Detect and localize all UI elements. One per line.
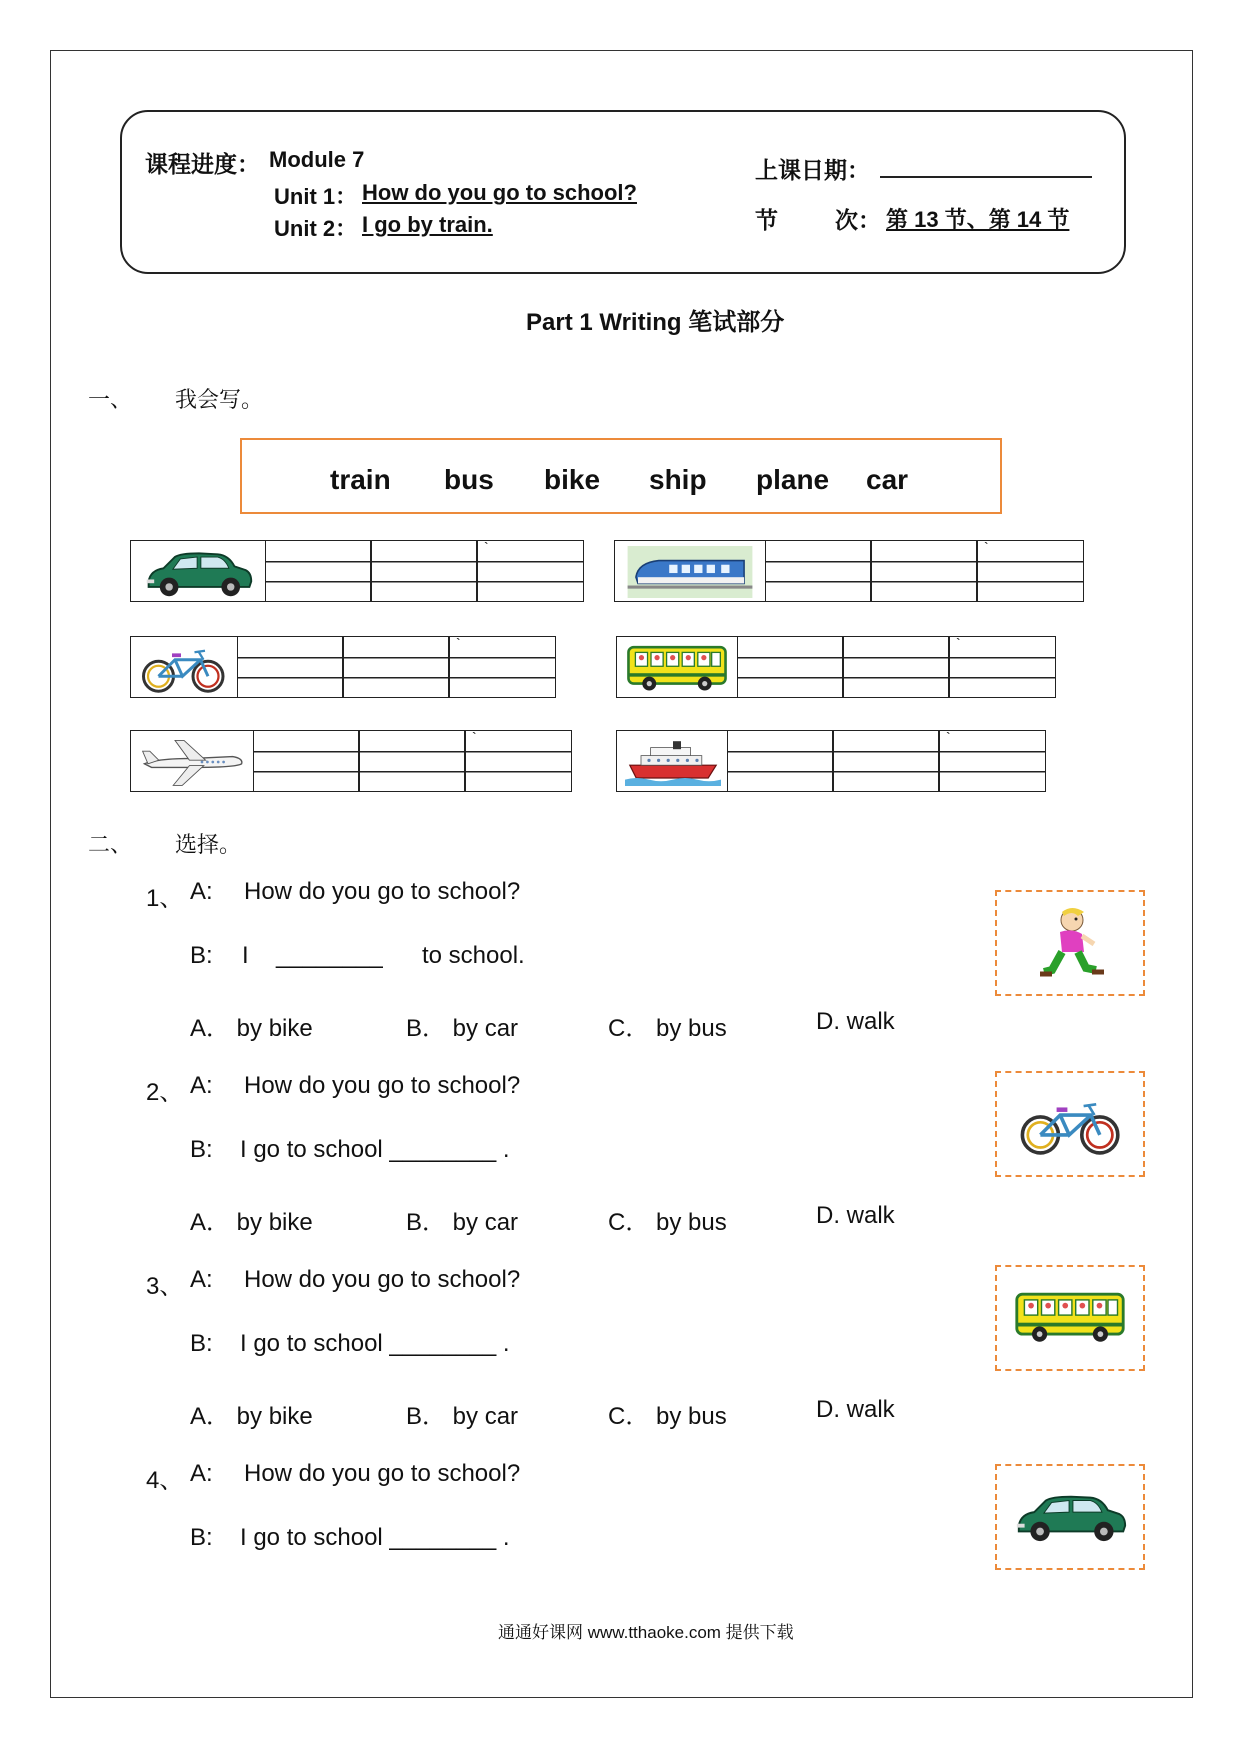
q4-b-label: B:: [190, 1524, 213, 1551]
q1-walking-boy-picture: [995, 890, 1145, 996]
bike-picture: [130, 636, 238, 698]
grid-tick: `: [484, 539, 489, 555]
q1-a-label: A:: [190, 878, 213, 905]
writing-grid[interactable]: [238, 636, 556, 698]
footer-text: 通通好课网 www.tthaoke.com 提供下载: [498, 1623, 794, 1642]
word-train: train: [330, 464, 391, 495]
unit1-label: Unit 1：: [274, 184, 358, 209]
module-title: Module 7: [269, 147, 365, 172]
q1-a-text: How do you go to school?: [244, 878, 521, 905]
q2-a-text: How do you go to school?: [244, 1072, 521, 1099]
session-label-a: 节: [755, 207, 778, 233]
q3-b-text[interactable]: I go to school ________ .: [240, 1330, 510, 1357]
q2-option-a[interactable]: A． by bike: [190, 1209, 313, 1236]
ship-picture: [616, 730, 728, 792]
word-bus: bus: [444, 464, 494, 495]
q4-number: 4、: [146, 1467, 184, 1494]
q3-option-d[interactable]: D. walk: [816, 1396, 895, 1423]
date-label: 上课日期：: [755, 157, 870, 183]
q1-blank[interactable]: ________: [276, 942, 383, 969]
progress-label: 课程进度：: [145, 151, 260, 177]
grid-tick: `: [456, 635, 461, 651]
q1-option-b[interactable]: B． by car: [406, 1015, 519, 1042]
car-picture: [130, 540, 266, 602]
word-car: car: [866, 464, 909, 495]
train-picture: [614, 540, 766, 602]
unit2-label: Unit 2：: [274, 216, 358, 241]
q2-a-label: A:: [190, 1072, 213, 1099]
q1-b-text: I: [242, 942, 249, 969]
date-blank[interactable]: [880, 176, 1092, 178]
q4-a-label: A:: [190, 1460, 213, 1487]
writing-grid[interactable]: [254, 730, 572, 792]
part-title: [526, 302, 784, 337]
q1-number: 1、: [146, 885, 184, 912]
section1-number: 一、: [88, 387, 133, 412]
section1-title: 我会写。: [175, 387, 264, 412]
part-title-text: Part 1 Writing 笔试部分: [526, 309, 785, 336]
word-bike: bike: [544, 464, 601, 495]
q2-option-d[interactable]: D. walk: [816, 1202, 895, 1229]
q1-b-end: to school.: [422, 942, 525, 969]
q1-b-label: B:: [190, 942, 213, 969]
unit1-title: How do you go to school?: [362, 180, 637, 205]
section2-title: 选择。: [175, 832, 242, 857]
plane-picture: [130, 730, 254, 792]
word-ship: ship: [649, 464, 707, 495]
q3-number: 3、: [146, 1273, 184, 1300]
writing-grid[interactable]: [266, 540, 584, 602]
q2-b-text[interactable]: I go to school ________ .: [240, 1136, 510, 1163]
q4-b-text[interactable]: I go to school ________ .: [240, 1524, 510, 1551]
q1-option-c[interactable]: C． by bus: [608, 1015, 727, 1042]
q1-option-a[interactable]: A． by bike: [190, 1015, 313, 1042]
grid-tick: `: [956, 635, 961, 651]
q3-a-label: A:: [190, 1266, 213, 1293]
q2-option-c[interactable]: C． by bus: [608, 1209, 727, 1236]
q3-a-text: How do you go to school?: [244, 1266, 521, 1293]
q3-option-b[interactable]: B． by car: [406, 1403, 519, 1430]
q2-option-b[interactable]: B． by car: [406, 1209, 519, 1236]
page-frame: [50, 50, 1193, 1698]
grid-tick: `: [946, 729, 951, 745]
grid-tick: `: [472, 729, 477, 745]
writing-grid[interactable]: [728, 730, 1046, 792]
word-bank-box: [240, 438, 1002, 514]
q4-car-picture: [995, 1464, 1145, 1570]
section2-number: 二、: [88, 832, 133, 857]
word-plane: plane: [756, 464, 830, 495]
session-label-b: 次：: [835, 207, 881, 233]
bus-picture: [616, 636, 738, 698]
q2-b-label: B:: [190, 1136, 213, 1163]
q2-number: 2、: [146, 1079, 184, 1106]
writing-grid[interactable]: [766, 540, 1084, 602]
q3-bus-picture: [995, 1265, 1145, 1371]
session-value: 第 13 节、第 14 节: [886, 207, 1070, 232]
q2-bike-picture: [995, 1071, 1145, 1177]
q3-option-a[interactable]: A． by bike: [190, 1403, 313, 1430]
q1-option-d[interactable]: D. walk: [816, 1008, 895, 1035]
unit2-title: I go by train.: [362, 212, 493, 237]
q3-option-c[interactable]: C． by bus: [608, 1403, 727, 1430]
grid-tick: `: [984, 539, 989, 555]
q4-a-text: How do you go to school?: [244, 1460, 521, 1487]
writing-grid[interactable]: [738, 636, 1056, 698]
q3-b-label: B:: [190, 1330, 213, 1357]
